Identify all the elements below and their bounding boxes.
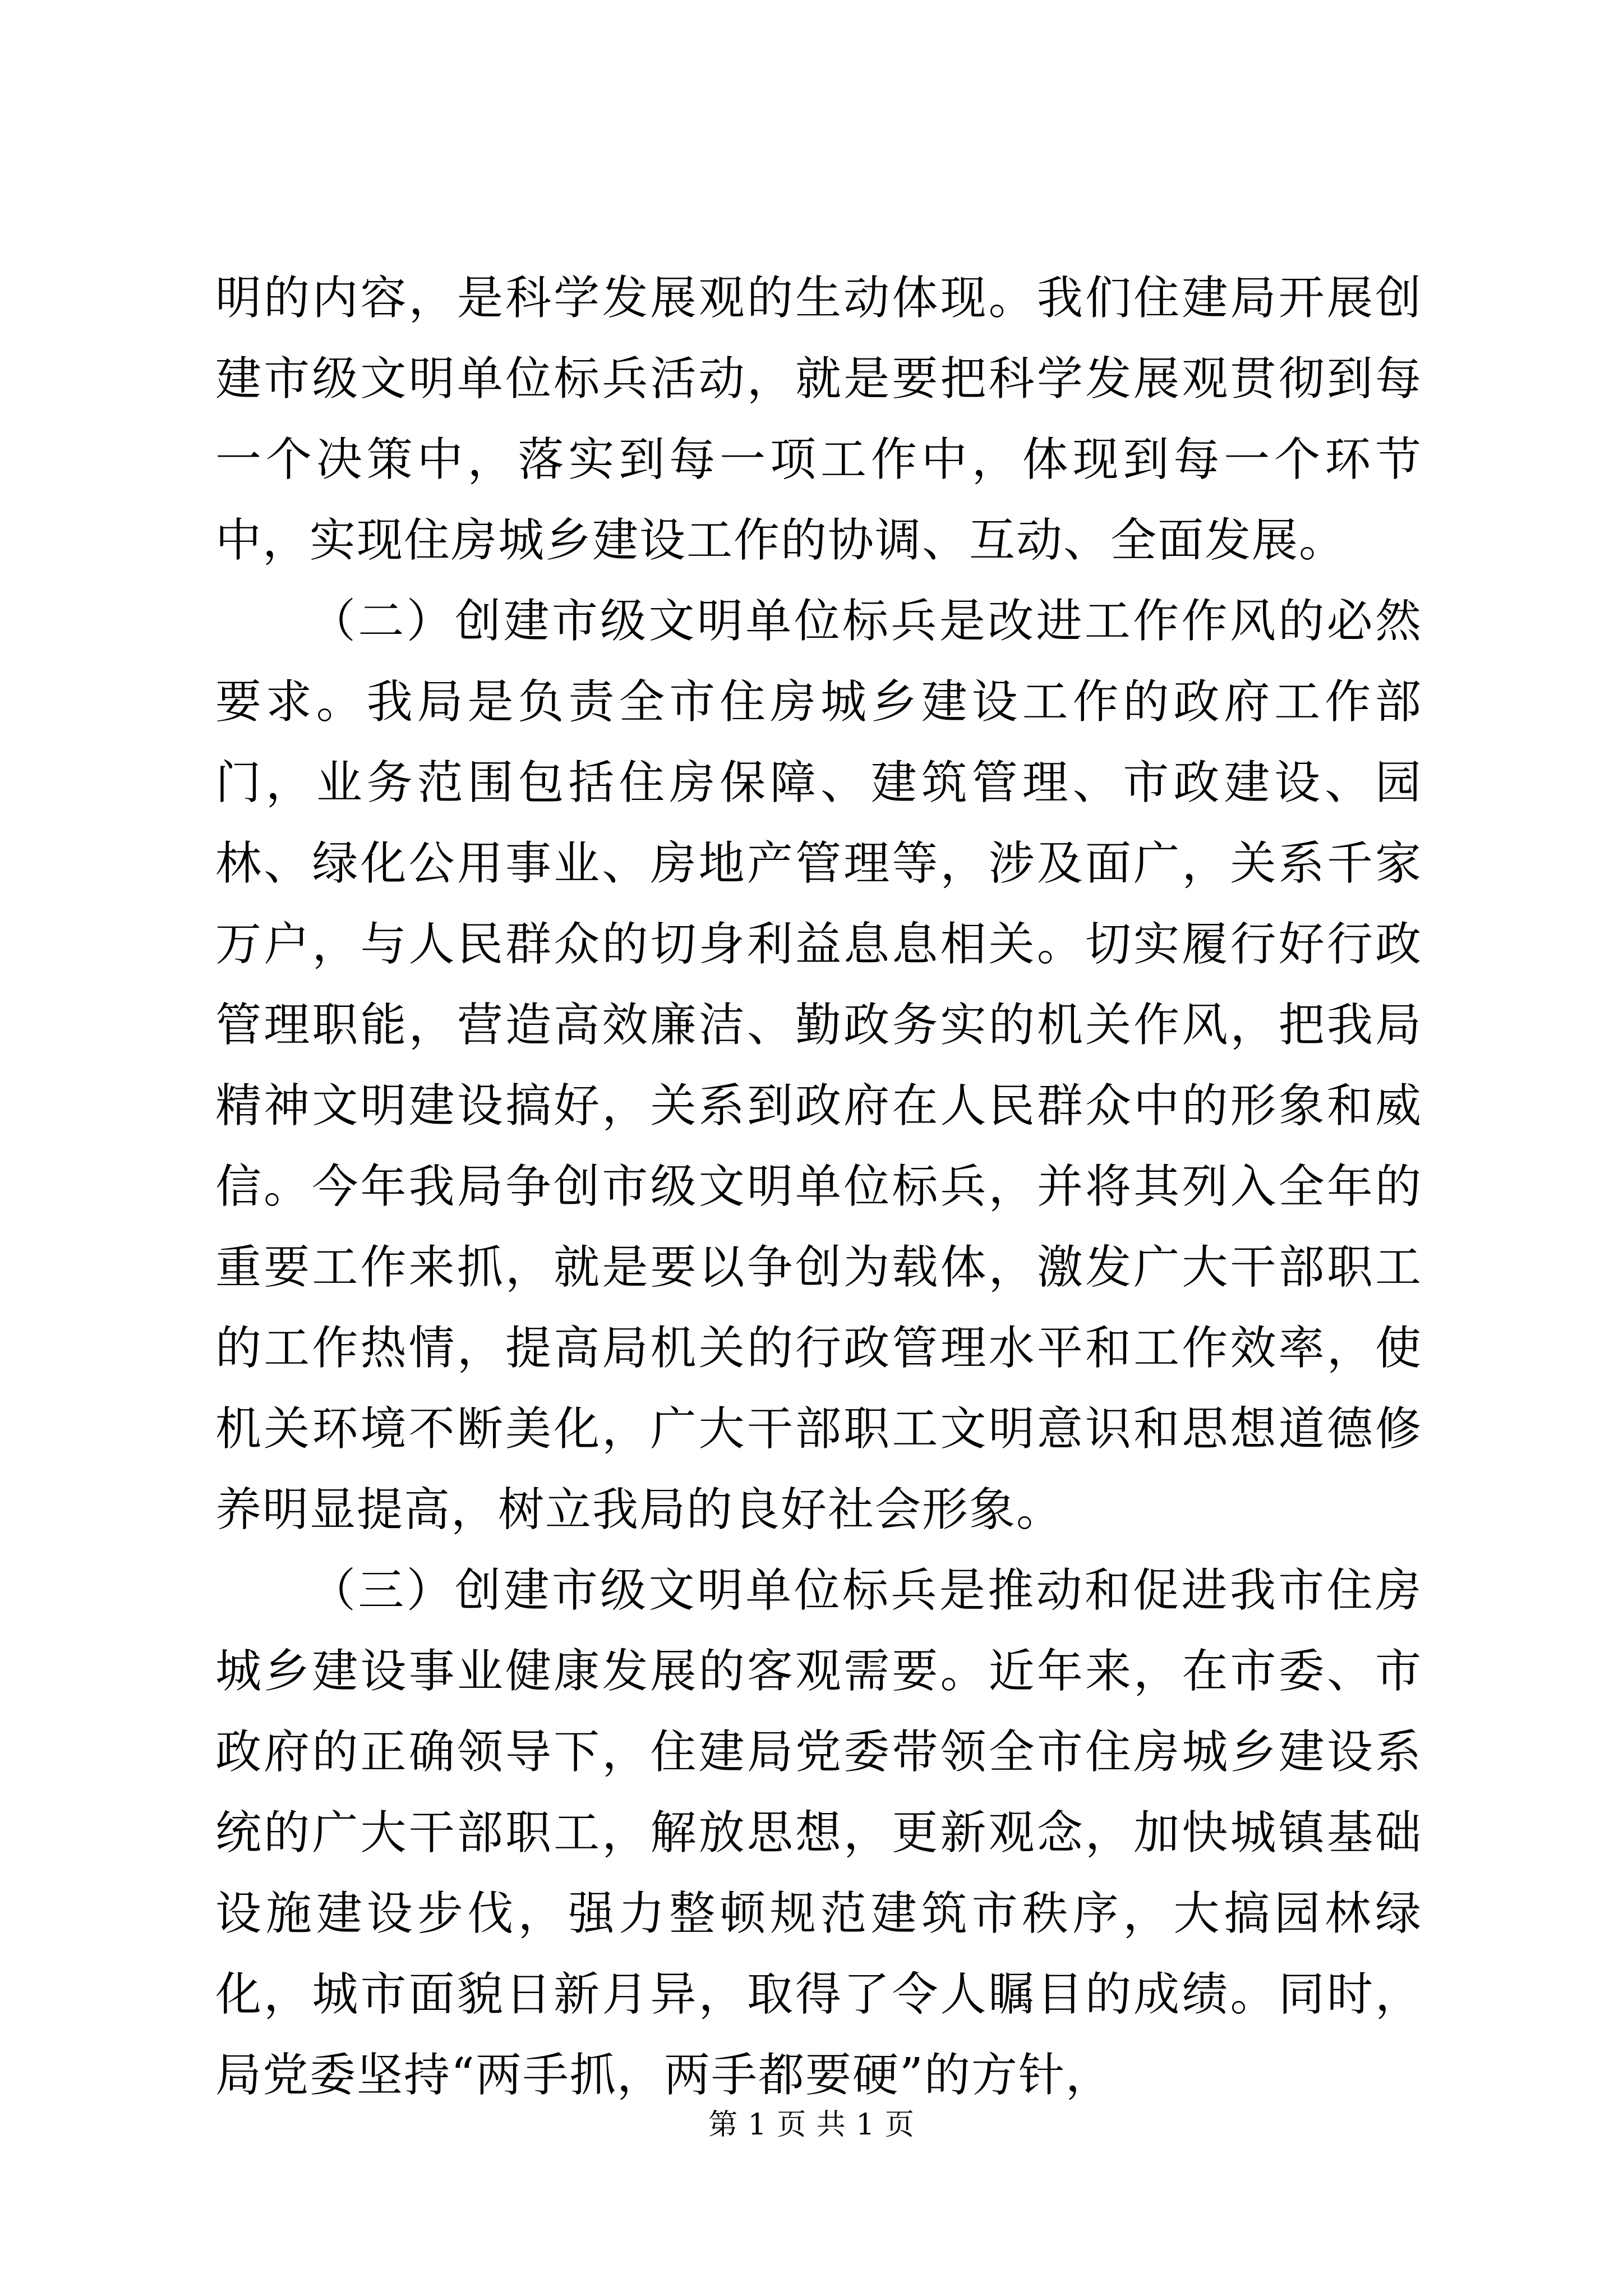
paragraph-2: （二）创建市级文明单位标兵是改进工作作风的必然要求。我局是负责全市住房城乡建设工作的政府工作部门，业务范围包括住房保障、建筑管理、市政建设、园林、绿化公用事业、房地产管理等，涉及面广，关系千家万户，与人民群众的切身利益息息相关。切实履行好行政管理职能，营造高效廉洁、勤政务实的机关作风，把我局精神文明建设搞好，关系到政府在人民群众中的形象和威信。今年我局争创市级文明单位标兵，并将其列入全年的重要工作来抓，就是要以争创为载体，激发广大干部职工的工作热情，提高局机关的行政管理水平和工作效率，使机关环境不断美化，广大干部职工文明意识和思想道德修养明显提高，树立我局的良好社会形象。 (215, 595, 1422, 1536)
paragraph-3: （三）创建市级文明单位标兵是推动和促进我市住房城乡建设事业健康发展的客观需要。近年来，在市委、市政府的正确领导下，住建局党委带领全市住房城乡建设系统的广大干部职工，解放思想，更新观念，加快城镇基础设施建设步伐，强力整顿规范建筑市秩序，大搞园林绿化，城市面貌日新月异，取得了令人瞩目的成绩。同时，局党委坚持“两手抓，两手都要硬”的方针， (215, 1564, 1422, 2102)
page-footer: 第 1 页 共 1 页 (708, 2108, 915, 2142)
paragraph-1: 明的内容，是科学发展观的生动体现。我们住建局开展创建市级文明单位标兵活动，就是要把科学发展观贯彻到每一个决策中，落实到每一项工作中，体现到每一个环节中，实现住房城乡建设工作的协调、互动、全面发展。 (215, 272, 1422, 567)
document-body (215, 258, 1422, 2116)
